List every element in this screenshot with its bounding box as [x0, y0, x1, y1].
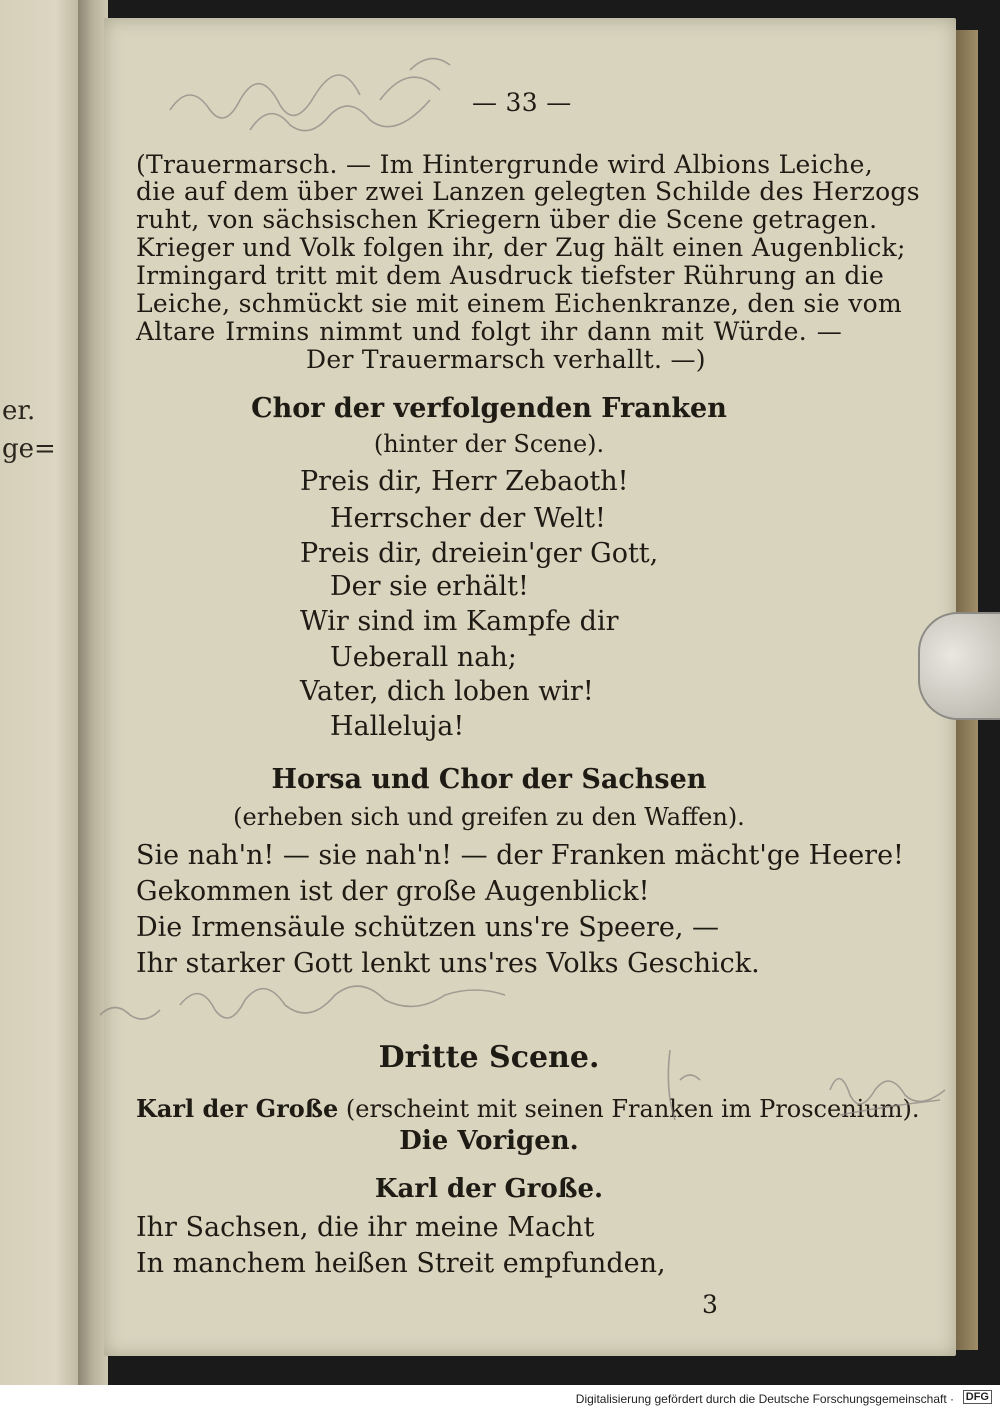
page-number-bottom: 3	[702, 1290, 719, 1319]
verse-line: Preis dir, Herr Zebaoth!	[300, 466, 629, 497]
verse-line: Die Irmensäule schützen uns're Speere, —	[136, 912, 720, 943]
dfg-logo: DFG	[963, 1390, 992, 1404]
horsa-saxons-note: (erheben sich und greifen zu den Waffen).	[233, 803, 745, 831]
pencil-annotation	[150, 40, 510, 150]
pencil-annotation	[640, 1040, 950, 1130]
speaker-name: Karl der Große.	[374, 1174, 604, 1204]
stage-direction-line: die auf dem über zwei Lanzen gelegten Schilde des Herzogs	[136, 177, 920, 206]
stage-direction-line: Leiche, schmückt sie mit einem Eichenkranze, den sie vom	[136, 289, 902, 318]
page-number-top: — 33 —	[472, 88, 572, 117]
chorus-franks-heading: Chor der verfolgenden Franken	[251, 393, 727, 424]
verse-line: Halleluja!	[330, 711, 465, 742]
left-page-fragment: ge=	[2, 434, 56, 464]
entrance-note: (erscheint mit seinen Franken im Proscenium).	[345, 1095, 920, 1123]
verse-line: Sie nah'n! — sie nah'n! — der Franken mächt'ge Heere!	[136, 840, 904, 871]
horsa-saxons-heading: Horsa und Chor der Sachsen	[271, 764, 707, 795]
stage-direction-line: (Trauermarsch. — Im Hintergrunde wird Albions Leiche,	[136, 150, 873, 179]
chorus-franks-note: (hinter der Scene).	[373, 430, 605, 458]
footer-credit: Digitalisierung gefördert durch die Deutsche Forschungsgemeinschaft ·	[575, 1392, 954, 1406]
verse-line: Ihr starker Gott lenkt uns'res Volks Geschick.	[136, 948, 760, 979]
verse-line: Der sie erhält!	[330, 571, 529, 602]
verse-line: Preis dir, dreiein'ger Gott,	[300, 538, 659, 569]
stage-direction-line: Altare Irmins nimmt und folgt ihr dann mit Würde. —	[136, 317, 842, 346]
verse-line: Vater, dich loben wir!	[300, 676, 594, 707]
verse-line: Ueberall nah;	[330, 642, 517, 673]
scene-others: Die Vorigen.	[399, 1126, 579, 1156]
pencil-annotation	[90, 985, 590, 1045]
stage-direction-line: Irmingard tritt mit dem Ausdruck tiefster Rührung an die	[136, 261, 885, 290]
verse-line: Wir sind im Kampfe dir	[300, 606, 619, 637]
verse-line: Gekommen ist der große Augenblick!	[136, 876, 650, 907]
verse-line: Herrscher der Welt!	[330, 503, 606, 534]
scene-title: Dritte Scene.	[378, 1040, 600, 1075]
page-clip-tab	[918, 612, 1000, 720]
stage-direction-line: Der Trauermarsch verhallt. —)	[306, 345, 706, 374]
footer-bar	[0, 1385, 1000, 1412]
stage-direction-line: ruht, von sächsischen Kriegern über die Scene getragen.	[136, 205, 878, 234]
left-page-fragment: er.	[2, 396, 36, 426]
verse-line: Ihr Sachsen, die ihr meine Macht	[136, 1212, 595, 1243]
entrance-name: Karl der Große	[136, 1094, 339, 1123]
stage-direction-line: Krieger und Volk folgen ihr, der Zug hält einen Augenblick;	[136, 233, 906, 262]
verse-line: In manchem heißen Streit empfunden,	[136, 1248, 666, 1279]
left-page-edge	[0, 0, 80, 1385]
